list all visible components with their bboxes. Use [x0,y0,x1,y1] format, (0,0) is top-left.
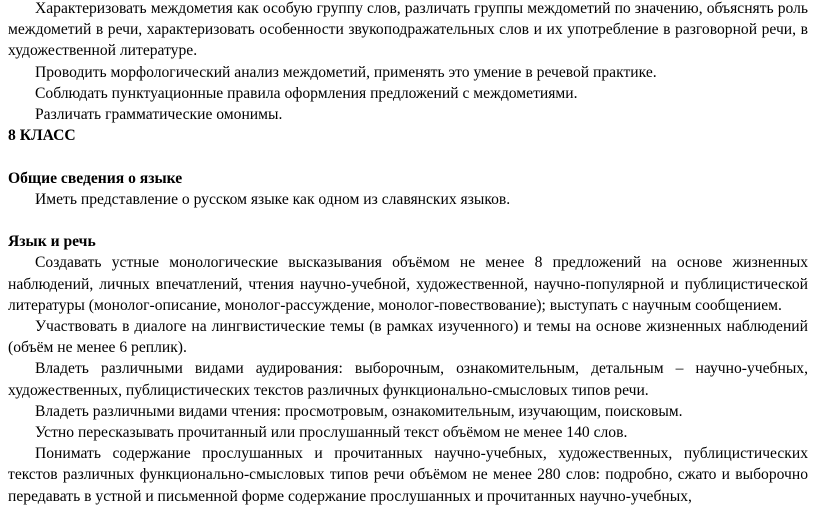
section-heading-speech: Язык и речь [8,233,96,251]
document-page [8,0,808,507]
intro-paragraph-2: Проводить морфологический анализ междометий, применять это умение в речевой практике. [35,63,657,81]
section-heading-general: Общие сведения о языке [8,169,183,187]
speech-paragraph-2: Участвовать в диалоге на лингвистические темы (в рамках изученного) и темы на основе жизненных наблюдений (объём не менее 6 реплик). [8,318,808,357]
intro-paragraph-4: Различать грамматические омонимы. [35,106,283,124]
spacer [8,146,808,167]
grade-heading: 8 КЛАСС [8,127,76,145]
intro-paragraph-3: Соблюдать пунктуационные правила оформления предложений с междометиями. [35,84,578,102]
spacer [8,210,808,231]
speech-paragraph-3: Владеть различными видами аудирования: выборочным, ознакомительным, детальным – научно-учебных, художественных, публицистических текстов различных функционально-смысловых типов речи. [8,360,808,399]
speech-paragraph-6: Понимать содержание прослушанных и прочитанных научно-учебных, художественных, публицистических текстов различных функционально-смысловых типов речи объёмом не менее 280 слов: подробно, сжато и выборочно передавать в устной и письменной форме содержание прослушанных и прочитанных научно-учебных, [8,445,808,505]
speech-paragraph-5: Устно пересказывать прочитанный или прослушанный текст объёмом не менее 140 слов. [35,424,628,442]
speech-paragraph-1: Создавать устные монологические высказывания объёмом не менее 8 предложений на основе жизненных наблюдений, личных впечатлений, чтения научно-учебной, художественной, научно-популярной и публицистической литературы (монолог-описание, монолог-рассуждение, монолог-повествование); выступать с научным сообщением. [8,254,808,314]
speech-paragraph-4: Владеть различными видами чтения: просмотровым, ознакомительным, изучающим, поисковым. [35,402,683,420]
general-paragraph-1: Иметь представление о русском языке как одном из славянских языков. [35,190,511,208]
intro-paragraph-1: Характеризовать междометия как особую группу слов, различать группы междометий по значению, объяснять роль междометий в речи, характеризовать особенности звукоподражательных слов и их употребление в разговорной речи, в художественной литературе. [8,0,808,60]
